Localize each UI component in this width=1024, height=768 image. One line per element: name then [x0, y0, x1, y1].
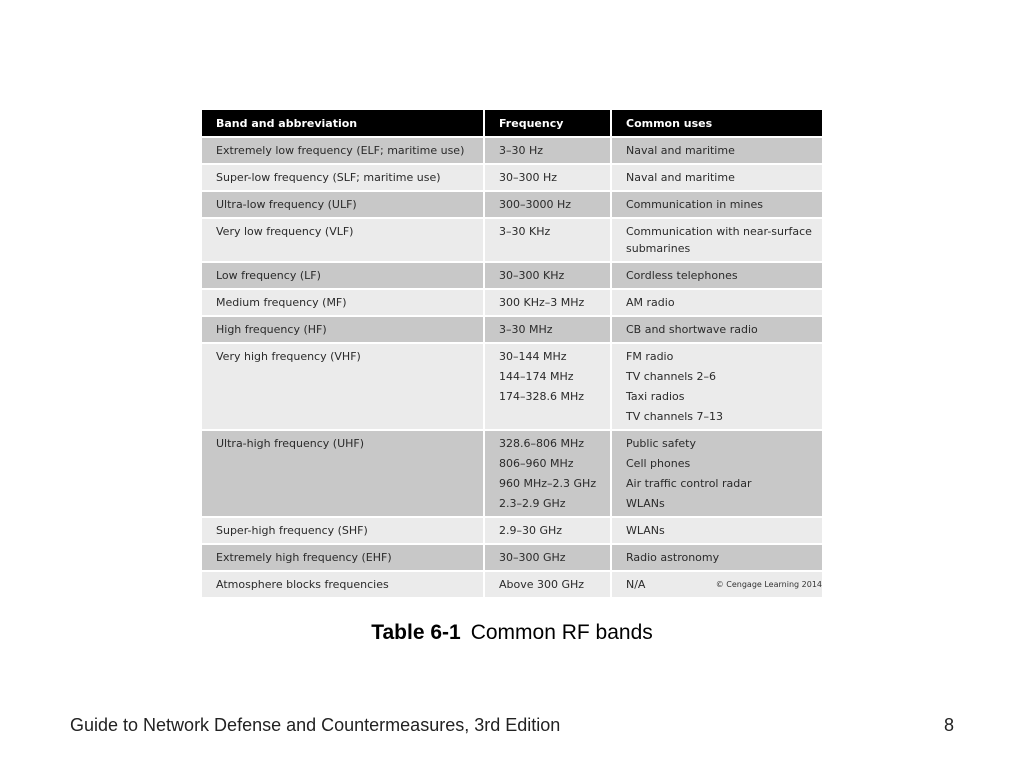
- use-value: Communication in mines: [626, 198, 763, 211]
- frequency-value: 30–144 MHz: [499, 350, 567, 363]
- band-cell: Super-low frequency (SLF; maritime use): [202, 164, 484, 191]
- copyright-notice: © Cengage Learning 2014: [715, 580, 822, 589]
- band-cell: Extremely high frequency (EHF): [202, 544, 484, 571]
- frequency-value: 174–328.6 MHz: [499, 390, 585, 403]
- band-cell: Very high frequency (VHF): [202, 343, 484, 430]
- frequency-value: 144–174 MHz: [499, 370, 574, 383]
- frequency-cell: [484, 571, 611, 597]
- table-row: [202, 430, 822, 517]
- frequency-value: 3–30 MHz: [499, 323, 553, 336]
- caption-label: Table 6-1: [371, 621, 461, 644]
- use-value: Air traffic control radar: [626, 477, 752, 490]
- use-value: Naval and maritime: [626, 144, 735, 157]
- frequency-cell: [484, 289, 611, 316]
- frequency-value: 300–3000 Hz: [499, 198, 572, 211]
- band-cell: Atmosphere blocks frequencies: [202, 571, 484, 597]
- uses-cell: [611, 430, 822, 517]
- band-cell: Medium frequency (MF): [202, 289, 484, 316]
- uses-cell: [611, 191, 822, 218]
- band-cell: Ultra-low frequency (ULF): [202, 191, 484, 218]
- column-header-uses: Common uses: [611, 110, 822, 137]
- table-row: [202, 191, 822, 218]
- frequency-value: 30–300 GHz: [499, 551, 566, 564]
- table-row: [202, 343, 822, 430]
- table-row: [202, 544, 822, 571]
- uses-cell: [611, 137, 822, 164]
- use-value: AM radio: [626, 296, 675, 309]
- uses-cell: [611, 218, 822, 262]
- table-row: [202, 164, 822, 191]
- frequency-cell: [484, 164, 611, 191]
- band-cell: Ultra-high frequency (UHF): [202, 430, 484, 517]
- column-header-frequency: Frequency: [484, 110, 611, 137]
- band-cell: Super-high frequency (SHF): [202, 517, 484, 544]
- table-row: [202, 262, 822, 289]
- frequency-cell: [484, 218, 611, 262]
- use-value: Naval and maritime: [626, 171, 735, 184]
- frequency-cell: [484, 343, 611, 430]
- frequency-value: 30–300 KHz: [499, 269, 565, 282]
- frequency-value: 2.3–2.9 GHz: [499, 497, 566, 510]
- frequency-cell: [484, 316, 611, 343]
- use-value: Radio astronomy: [626, 551, 720, 564]
- uses-cell: [611, 316, 822, 343]
- frequency-value: 328.6–806 MHz: [499, 437, 585, 450]
- uses-cell: [611, 289, 822, 316]
- uses-cell: [611, 517, 822, 544]
- column-header-band: Band and abbreviation: [202, 110, 484, 137]
- uses-cell: [611, 544, 822, 571]
- rf-bands-table: [202, 110, 822, 597]
- use-value: TV channels 7–13: [626, 410, 723, 423]
- frequency-cell: [484, 544, 611, 571]
- footer-book-title: Guide to Network Defense and Countermeasures, 3rd Edition: [70, 715, 561, 735]
- frequency-value: 300 KHz–3 MHz: [499, 296, 585, 309]
- frequency-cell: [484, 517, 611, 544]
- table-header-row: [202, 110, 822, 137]
- band-cell: Low frequency (LF): [202, 262, 484, 289]
- band-cell: High frequency (HF): [202, 316, 484, 343]
- use-value: WLANs: [626, 497, 665, 510]
- band-cell: Very low frequency (VLF): [202, 218, 484, 262]
- frequency-cell: [484, 262, 611, 289]
- use-value: Cell phones: [626, 457, 691, 470]
- table-caption: [0, 621, 1024, 645]
- table-row: [202, 289, 822, 316]
- frequency-value: 960 MHz–2.3 GHz: [499, 477, 597, 490]
- use-value: TV channels 2–6: [626, 370, 716, 383]
- uses-cell: [611, 343, 822, 430]
- frequency-value: 806–960 MHz: [499, 457, 574, 470]
- frequency-value: 2.9–30 GHz: [499, 524, 563, 537]
- frequency-value: 3–30 Hz: [499, 144, 544, 157]
- table-row: [202, 137, 822, 164]
- frequency-value: 3–30 KHz: [499, 225, 551, 238]
- use-value: WLANs: [626, 524, 665, 537]
- frequency-value: Above 300 GHz: [499, 578, 585, 591]
- table-row: [202, 517, 822, 544]
- table-row: [202, 316, 822, 343]
- use-value: Taxi radios: [626, 390, 685, 403]
- caption-text: Common RF bands: [470, 621, 653, 644]
- frequency-cell: [484, 430, 611, 517]
- table-body: [202, 137, 822, 597]
- use-value: CB and shortwave radio: [626, 323, 758, 336]
- use-value: Communication with near-surface submarines: [626, 225, 812, 255]
- frequency-cell: [484, 191, 611, 218]
- uses-cell: [611, 262, 822, 289]
- use-value: N/A: [626, 578, 646, 591]
- frequency-value: 30–300 Hz: [499, 171, 558, 184]
- use-value: FM radio: [626, 350, 674, 363]
- uses-cell: [611, 164, 822, 191]
- use-value: Cordless telephones: [626, 269, 738, 282]
- use-value: Public safety: [626, 437, 696, 450]
- page-number: 8: [943, 715, 954, 735]
- frequency-cell: [484, 137, 611, 164]
- band-cell: Extremely low frequency (ELF; maritime use): [202, 137, 484, 164]
- table-row: [202, 218, 822, 262]
